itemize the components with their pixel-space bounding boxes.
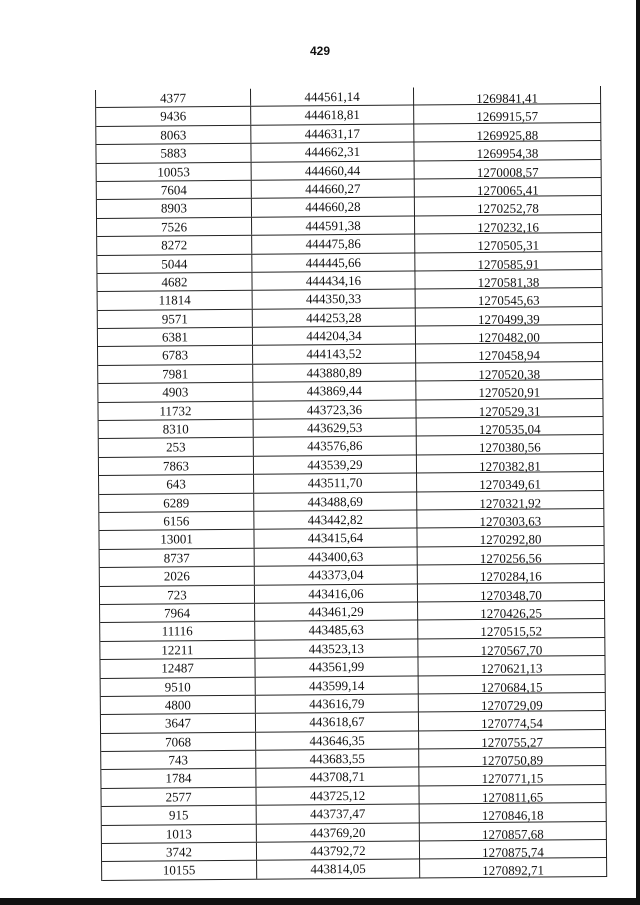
point-number-cell: 10155 (102, 861, 257, 880)
x-coordinate-cell: 443769,20 (257, 823, 420, 842)
y-coordinate-cell: 1270065,41 (415, 178, 602, 197)
x-coordinate-cell: 444475,86 (252, 235, 415, 254)
x-coordinate-cell: 443737,47 (257, 805, 420, 824)
table-row (102, 858, 607, 880)
x-coordinate-cell: 443629,53 (254, 419, 417, 438)
y-coordinate-cell: 1269925,88 (414, 123, 601, 142)
x-coordinate-cell: 443561,99 (255, 658, 418, 677)
x-coordinate-cell: 443461,29 (255, 602, 418, 621)
x-coordinate-cell: 443683,55 (256, 750, 419, 769)
x-coordinate-cell: 444350,33 (253, 290, 416, 309)
x-coordinate-cell: 443880,89 (253, 363, 416, 382)
y-coordinate-cell: 1270529,31 (416, 399, 603, 418)
y-coordinate-cell: 1270303,63 (417, 509, 604, 528)
x-coordinate-cell: 444660,27 (252, 179, 415, 198)
y-coordinate-cell: 1270256,56 (418, 546, 605, 565)
x-coordinate-cell: 443869,44 (253, 382, 416, 401)
x-coordinate-cell: 444631,17 (251, 124, 414, 143)
point-number-cell: 915 (102, 806, 257, 825)
point-number-cell: 12487 (100, 659, 255, 678)
point-number-cell: 11814 (98, 291, 253, 310)
y-coordinate-cell: 1270771,15 (419, 766, 606, 785)
point-number-cell: 2577 (101, 788, 256, 807)
x-coordinate-cell: 444591,38 (252, 216, 415, 235)
x-coordinate-cell: 443814,05 (257, 860, 420, 879)
y-coordinate-cell: 1270382,81 (417, 454, 604, 473)
point-number-cell: 7526 (97, 218, 252, 237)
y-coordinate-cell: 1270515,52 (418, 619, 605, 638)
y-coordinate-cell: 1270499,39 (416, 307, 603, 326)
y-coordinate-cell: 1270811,65 (419, 785, 606, 804)
y-coordinate-cell: 1269954,38 (414, 141, 601, 160)
point-number-cell: 723 (100, 585, 255, 604)
y-coordinate-cell: 1270520,38 (416, 362, 603, 381)
x-coordinate-cell: 444445,66 (252, 253, 415, 272)
point-number-cell: 7068 (101, 732, 256, 751)
y-coordinate-cell: 1270380,56 (417, 435, 604, 454)
x-coordinate-cell: 443725,12 (256, 786, 419, 805)
x-coordinate-cell: 444204,34 (253, 327, 416, 346)
y-coordinate-cell: 1270232,16 (415, 215, 602, 234)
point-number-cell: 7981 (98, 365, 253, 384)
x-coordinate-cell: 443539,29 (254, 455, 417, 474)
point-number-cell: 4800 (101, 696, 256, 715)
x-coordinate-cell: 444618,81 (251, 106, 414, 125)
x-coordinate-cell: 443618,67 (256, 713, 419, 732)
y-coordinate-cell: 1270567,70 (418, 638, 605, 657)
point-number-cell: 8310 (99, 420, 254, 439)
x-coordinate-cell: 443792,72 (257, 841, 420, 860)
x-coordinate-cell: 443576,86 (254, 437, 417, 456)
x-coordinate-cell: 443523,13 (255, 639, 418, 658)
x-coordinate-cell: 443416,06 (255, 584, 418, 603)
point-number-cell: 3742 (102, 843, 257, 862)
y-coordinate-cell: 1270292,80 (417, 527, 604, 546)
x-coordinate-cell: 443442,82 (254, 510, 417, 529)
y-coordinate-cell: 1270729,09 (419, 693, 606, 712)
point-number-cell: 7964 (100, 604, 255, 623)
x-coordinate-cell: 443488,69 (254, 492, 417, 511)
point-number-cell: 743 (101, 751, 256, 770)
x-coordinate-cell: 444662,31 (251, 143, 414, 162)
x-coordinate-cell: 443485,63 (255, 621, 418, 640)
scan-edge-right (636, 0, 640, 905)
point-number-cell: 1784 (101, 769, 256, 788)
y-coordinate-cell: 1270875,74 (420, 840, 607, 859)
point-number-cell: 4377 (96, 89, 251, 108)
y-coordinate-cell: 1270846,18 (420, 803, 607, 822)
point-number-cell: 8903 (97, 199, 252, 218)
y-coordinate-cell: 1270426,25 (418, 601, 605, 620)
y-coordinate-cell: 1270321,92 (417, 491, 604, 510)
x-coordinate-cell: 444434,16 (252, 271, 415, 290)
point-number-cell: 4903 (98, 383, 253, 402)
point-number-cell: 9571 (98, 309, 253, 328)
point-number-cell: 3647 (101, 714, 256, 733)
point-number-cell: 5044 (97, 254, 252, 273)
y-coordinate-cell: 1270857,68 (420, 822, 607, 841)
y-coordinate-cell: 1270585,91 (415, 252, 602, 271)
y-coordinate-cell: 1270008,57 (415, 160, 602, 179)
point-number-cell: 6381 (98, 328, 253, 347)
y-coordinate-cell: 1270684,15 (419, 675, 606, 694)
point-number-cell: 12211 (100, 640, 255, 659)
point-number-cell: 8272 (97, 236, 252, 255)
scan-edge-bottom (0, 898, 640, 905)
coordinates-table (95, 86, 607, 881)
point-number-cell: 13001 (99, 530, 254, 549)
x-coordinate-cell: 444561,14 (251, 87, 414, 106)
y-coordinate-cell: 1270284,16 (418, 564, 605, 583)
y-coordinate-cell: 1270535,04 (417, 417, 604, 436)
x-coordinate-cell: 444660,44 (252, 161, 415, 180)
point-number-cell: 9510 (101, 677, 256, 696)
point-number-cell: 11116 (100, 622, 255, 641)
point-number-cell: 4682 (97, 273, 252, 292)
y-coordinate-cell: 1270348,70 (418, 583, 605, 602)
point-number-cell: 6783 (98, 346, 253, 365)
point-number-cell: 5883 (96, 144, 251, 163)
point-number-cell: 253 (99, 438, 254, 457)
point-number-cell: 6289 (99, 493, 254, 512)
x-coordinate-cell: 443646,35 (256, 731, 419, 750)
x-coordinate-cell: 444660,28 (252, 198, 415, 217)
y-coordinate-cell: 1270252,78 (415, 196, 602, 215)
y-coordinate-cell: 1270482,00 (416, 325, 603, 344)
x-coordinate-cell: 443415,64 (254, 529, 417, 548)
y-coordinate-cell: 1270750,89 (419, 748, 606, 767)
point-number-cell: 2026 (100, 567, 255, 586)
x-coordinate-cell: 444143,52 (253, 345, 416, 364)
point-number-cell: 7604 (97, 181, 252, 200)
x-coordinate-cell: 443599,14 (256, 676, 419, 695)
y-coordinate-cell: 1270581,38 (415, 270, 602, 289)
y-coordinate-cell: 1270349,61 (417, 472, 604, 491)
x-coordinate-cell: 443511,70 (254, 474, 417, 493)
point-number-cell: 11732 (98, 401, 253, 420)
y-coordinate-cell: 1270755,27 (419, 730, 606, 749)
x-coordinate-cell: 444253,28 (253, 308, 416, 327)
x-coordinate-cell: 443400,63 (255, 547, 418, 566)
y-coordinate-cell: 1270621,13 (418, 656, 605, 675)
x-coordinate-cell: 443723,36 (253, 400, 416, 419)
point-number-cell: 1013 (102, 824, 257, 843)
page-number: 429 (309, 44, 331, 58)
point-number-cell: 9436 (96, 107, 251, 126)
x-coordinate-cell: 443373,04 (255, 566, 418, 585)
y-coordinate-cell: 1270505,31 (415, 233, 602, 252)
point-number-cell: 10053 (97, 162, 252, 181)
y-coordinate-cell: 1270892,71 (420, 858, 607, 877)
point-number-cell: 7863 (99, 457, 254, 476)
y-coordinate-cell: 1270520,91 (416, 380, 603, 399)
point-number-cell: 8063 (96, 126, 251, 145)
y-coordinate-cell: 1270545,63 (416, 288, 603, 307)
point-number-cell: 643 (99, 475, 254, 494)
y-coordinate-cell: 1270458,94 (416, 343, 603, 362)
x-coordinate-cell: 443708,71 (256, 768, 419, 787)
point-number-cell: 8737 (100, 549, 255, 568)
y-coordinate-cell: 1269841,41 (414, 86, 601, 105)
y-coordinate-cell: 1269915,57 (414, 104, 601, 123)
y-coordinate-cell: 1270774,54 (419, 711, 606, 730)
x-coordinate-cell: 443616,79 (256, 694, 419, 713)
point-number-cell: 6156 (99, 512, 254, 531)
